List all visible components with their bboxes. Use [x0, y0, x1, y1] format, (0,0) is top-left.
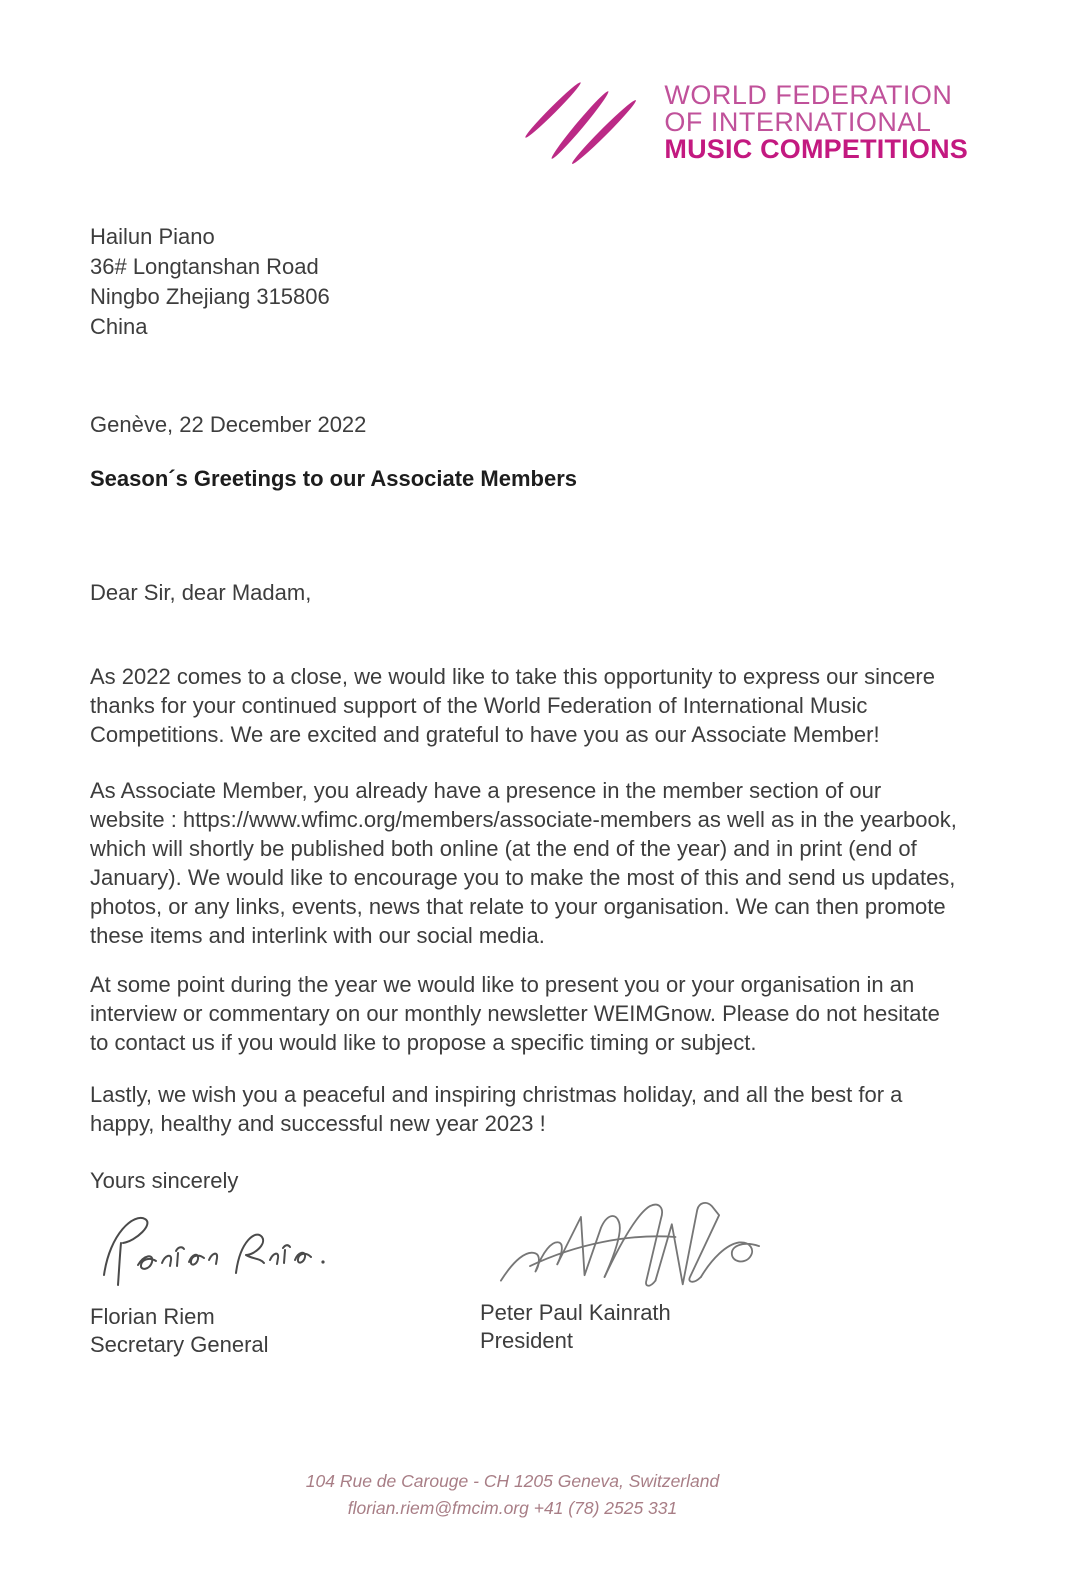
signer-title: Secretary General [90, 1332, 269, 1357]
recipient-city: Ningbo Zhejiang 315806 [90, 284, 330, 309]
signature-secretary-general [90, 1205, 470, 1359]
logo-line-1: WORLD FEDERATION [664, 79, 953, 110]
closing-phrase: Yours sincerely [90, 1168, 239, 1193]
body-paragraph-3: At some point during the year we would like to present you or your organisation in an interview or commentary on our monthly newsletter WEIMGnow. Please do not hesitate to contact us if you would like to propose a specific timing or subject. [90, 972, 940, 1055]
logo-line-2: OF INTERNATIONAL [664, 106, 932, 137]
recipient-address [90, 222, 960, 342]
body-paragraph-2: As Associate Member, you already have a presence in the member section of our website : https://www.wfimc.org/members/associate-members as well as in the yearbook, which will shortly be published both online (at the end of the year) and in print (end of January). We would like to encourage you to make the most of this and send us updates, photos, or any links, events, news that relate to your organisation. We can then promote these items and interlink with our social media. [90, 778, 957, 948]
logo-wordmark [664, 79, 968, 164]
signer-title: President [480, 1328, 573, 1353]
wfimc-logo [516, 62, 968, 182]
footer-address: 104 Rue de Carouge - CH 1205 Geneva, Switzerland [305, 1471, 720, 1491]
body-paragraph-1: As 2022 comes to a close, we would like to take this opportunity to express our sincere thanks for your continued support of the World Federation of International Music Competitions. We are excited and grateful to have you as our Associate Member! [90, 664, 935, 747]
dateline: Genève, 22 December 2022 [90, 412, 367, 437]
salutation: Dear Sir, dear Madam, [90, 580, 312, 605]
logo-line-3: MUSIC COMPETITIONS [664, 133, 968, 164]
recipient-name: Hailun Piano [90, 224, 215, 249]
signature-president [480, 1205, 900, 1355]
subject-line: Season´s Greetings to our Associate Members [90, 466, 577, 491]
recipient-country: China [90, 314, 148, 339]
footer-contact: florian.riem@fmcim.org +41 (78) 2525 331 [347, 1498, 678, 1518]
three-diagonal-slashes-icon [516, 62, 656, 182]
signature-block [90, 1205, 960, 1365]
peter-paul-kainrath-signature-icon [480, 1197, 780, 1297]
recipient-street: 36# Longtanshan Road [90, 254, 319, 279]
signer-name: Peter Paul Kainrath [480, 1300, 671, 1325]
florian-riem-signature-icon [90, 1205, 330, 1295]
body-paragraph-4: Lastly, we wish you a peaceful and inspiring christmas holiday, and all the best for a happy, healthy and successful new year 2023 ! [90, 1082, 903, 1136]
signer-name: Florian Riem [90, 1304, 215, 1329]
letter-footer [0, 1468, 1025, 1522]
